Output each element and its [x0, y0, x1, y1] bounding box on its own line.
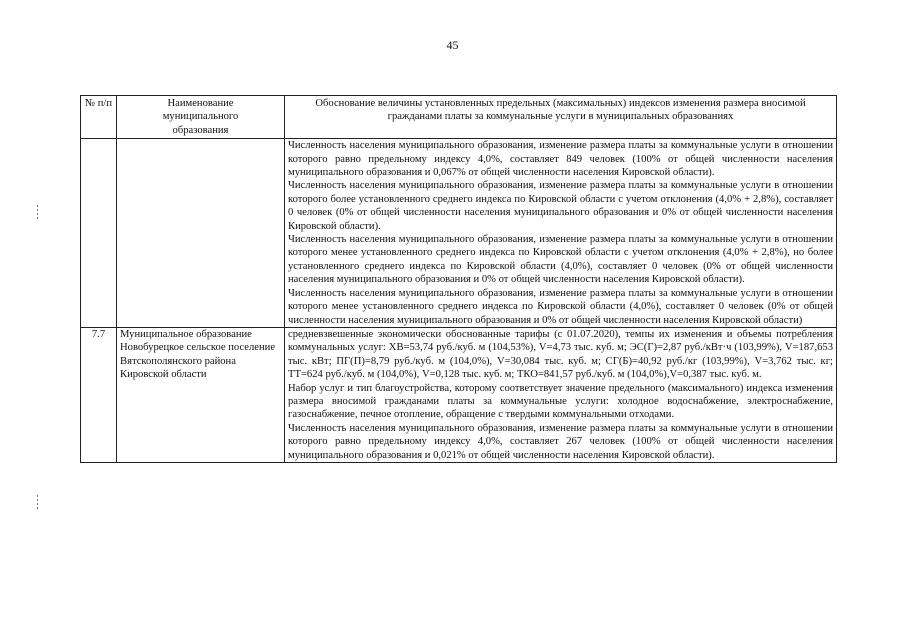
- scan-artifact: [37, 205, 38, 219]
- tariff-justification-table: [80, 95, 837, 463]
- row-municipality-name: [117, 139, 285, 328]
- table-header-row: [81, 96, 837, 139]
- header-justification: Обоснование величины установленных предельных (максимальных) индексов изменения размера вносимой гражданами платы за коммунальные услуги в муниципальных образованиях: [285, 96, 837, 139]
- justification-paragraph: Численность населения муниципального образования, изменение размера платы за коммунальные услуги в отношении которого более установленного среднего индекса по Кировской области с учетом отклонения (4,0% + 2,8%), составляет 0 человек (0% от общей численности населения муниципального образования и 0% от общей численности населения Кировской области).: [288, 180, 833, 232]
- row-number: [81, 139, 117, 328]
- table-row: [81, 139, 837, 328]
- justification-paragraph: Численность населения муниципального образования, изменение размера платы за коммунальные услуги в отношении которого менее установленного среднего индекса по Кировской области с учетом отклонения (4,0% + 2,8%), но более установленного среднего индекса по Кировской области (4,0%), составляет 0 человек (0% от общей численности населения муниципального образования и 0% от общей численности населения Кировской области).: [288, 234, 833, 286]
- scan-artifact: [37, 495, 38, 509]
- justification-paragraph: Численность населения муниципального образования, изменение размера платы за коммунальные услуги в отношении которого равно предельному индексу 4,0%, составляет 267 человек (100% от общей численности населения муниципального образования и 0,021% от общей численности населения Кировской области).: [288, 422, 833, 461]
- header-number: № п/п: [81, 96, 117, 139]
- justification-paragraph: Набор услуг и тип благоустройства, которому соответствует значение предельного (максимального) индекса изменения размера вносимой гражданами платы за коммунальные услуги: холодное водоснабжение, электроснабжение, газоснабжение, печное отопление, обращение с твердыми коммунальными отходами.: [288, 382, 833, 421]
- justification-paragraph: Численность населения муниципального образования, изменение размера платы за коммунальные услуги в отношении которого равно предельному индексу 4,0%, составляет 849 человек (100% от общей численности населения муниципального образования и 0,067% от общей численности населения Кировской области).: [288, 140, 833, 179]
- row-justification: [285, 327, 837, 462]
- row-municipality-name: Муниципальное образование Новобурецкое сельское поселение Вятскополянского района Кировской области: [117, 327, 285, 462]
- row-number: 7.7: [81, 327, 117, 462]
- justification-paragraph: средневзвешенные экономически обоснованные тарифы (с 01.07.2020), темпы их изменения и объемы потребления коммунальных услуг: ХВ=53,74 руб./куб. м (104,53%), V=4,73 тыс. куб. м; ЭС(Г)=2,87 руб./кВт·ч (103,99%), V=187,653 тыс. кВт; ПГ(П)=8,79 руб./куб. м (104,0%), V=30,084 тыс. куб. м; СГ(Б)=40,92 руб./кг (103,99%), V=3,762 тыс. кг; ТТ=624 руб./куб. м (104,0%), V=0,128 тыс. куб. м; ТКО=841,57 руб./куб. м (104,0%),V=0,387 тыс. куб. м.: [288, 328, 833, 381]
- page-number: 45: [446, 38, 459, 52]
- table-row: [81, 327, 837, 462]
- header-municipality-name: Наименование муниципального образования: [117, 96, 285, 139]
- row-justification: [285, 139, 837, 328]
- justification-paragraph: Численность населения муниципального образования, изменение размера платы за коммунальные услуги в отношении которого менее установленного среднего индекса по Кировской области (4,0%), составляет 0 человек (0% от общей численности населения муниципального образования и 0% от общей численности населения Кировской области): [288, 287, 833, 326]
